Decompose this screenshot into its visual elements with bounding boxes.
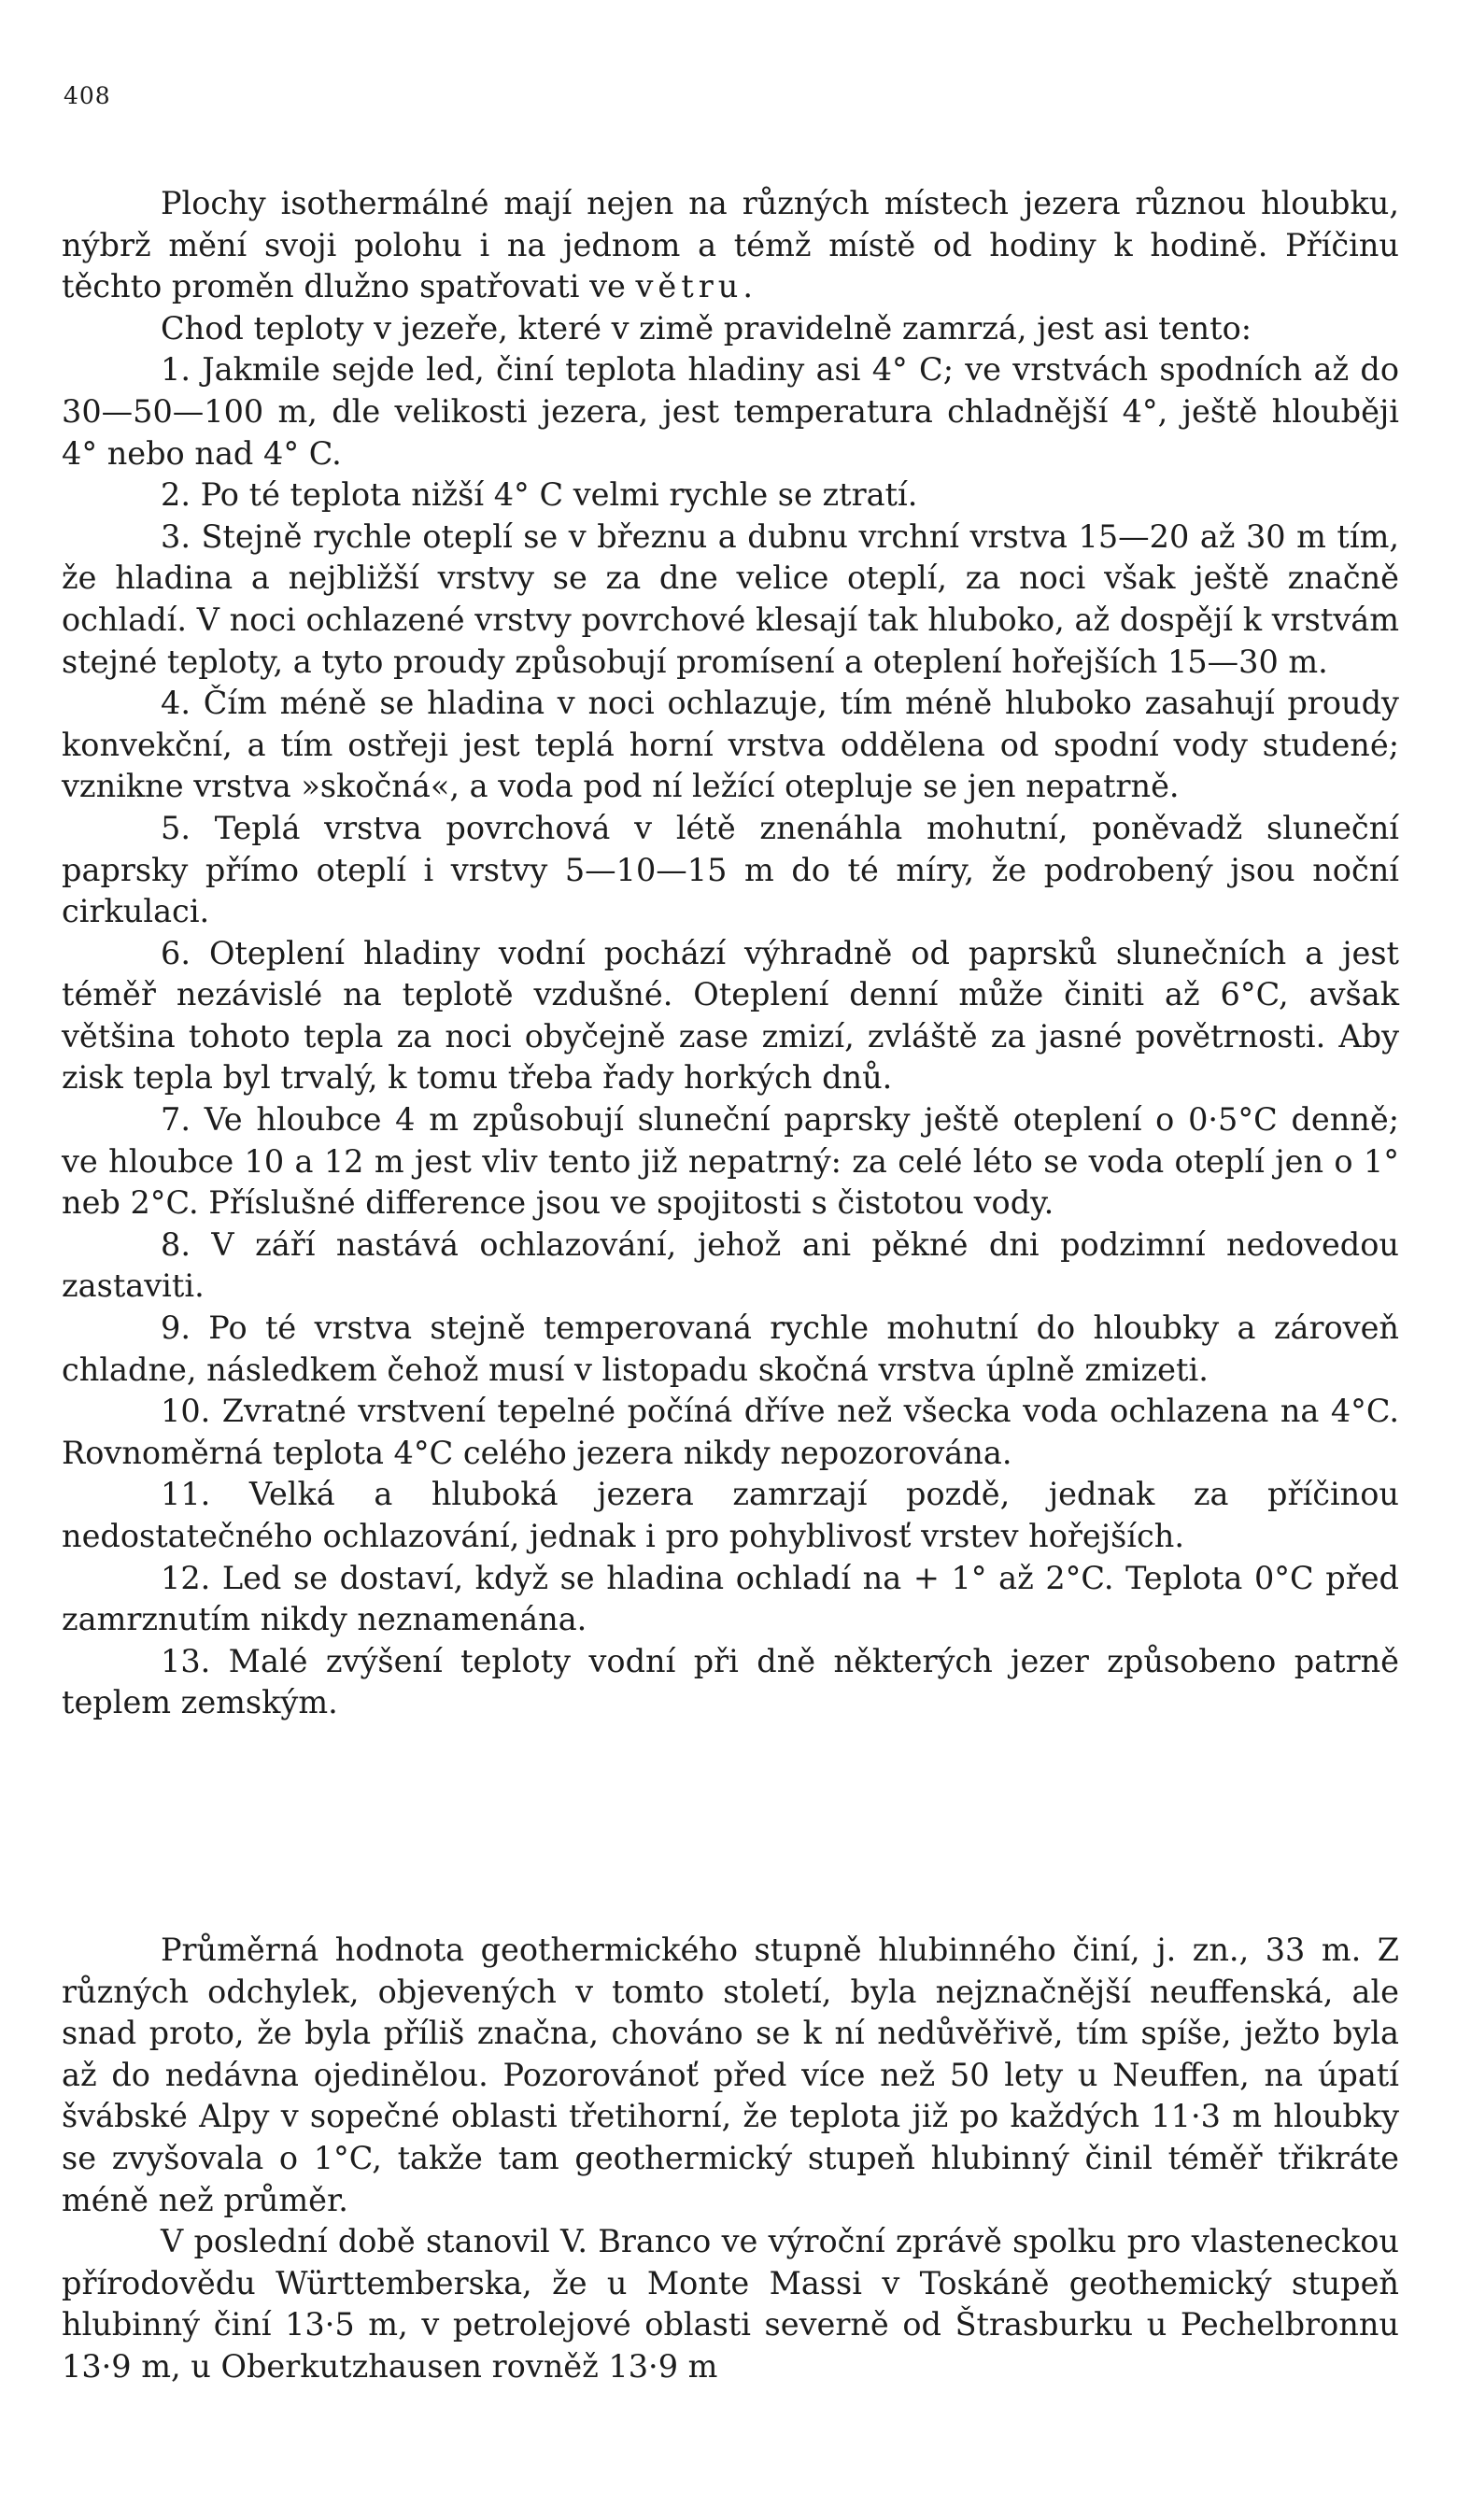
intro-emphasis: větru [635, 268, 743, 305]
section-lake-temperature [62, 183, 1399, 1724]
paragraph: V poslední době stanovil V. Branco ve výroční zprávě spolku pro vlasteneckou přírodovědu Württemberska, že u Monte Massi v Toskáně geothemický stupeň hlubinný činí 13·5 m, v petrolejové oblasti severně od Štrasburku u Pechelbronnu 13·9 m, u Oberkutzhausen rovněž 13·9 m [62, 2223, 1399, 2385]
list-item: 2. Po té teplota nižší 4° C velmi rychle se ztratí. [161, 476, 918, 514]
intro-paragraph [62, 183, 1399, 308]
paragraph: Průměrná hodnota geothermického stupně hlubinného činí, j. zn., 33 m. Z různých odchylek, objevených v tomto století, byla nejznačnější neuffenská, ale snad proto, že byla příliš značna, chováno se k ní nedůvěřivě, tím spíše, ježto byla až do nedávna ojedinělou. Pozorovánoť před více než 50 lety u Neuffen, na úpatí švábské Alpy v sopečné oblasti třetihorní, že teplota již po každých 11·3 m hloubky se zvyšovala o 1°C, takže tam geothermický stupeň hlubinný činil téměř třikráte méně než průměr. [62, 1932, 1399, 2218]
list-item: 1. Jakmile sejde led, činí teplota hladiny asi 4° C; ve vrstvách spodních až do 30—50—100 m, dle velikosti jezera, jest temperatura chladnější 4°, ještě hlouběji 4° nebo nad 4° C. [62, 351, 1399, 472]
list-item: 10. Zvratné vrstvení tepelné počíná dříve než všecka voda ochlazena na 4°C. Rovnoměrná teplota 4°C celého jezera nikdy nepozorována. [62, 1393, 1399, 1471]
list-item: 8. V září nastává ochlazování, jehož ani pěkné dni podzimní nedovedou zastaviti. [62, 1225, 1399, 1305]
list-item: 11. Velká a hluboká jezera zamrzají pozdě, jednak za příčinou nedostatečného ochlazování, jednak i pro pohyblivosť vrstev hořejších. [62, 1476, 1399, 1554]
section-geothermal [62, 1930, 1399, 2388]
list-item: 13. Malé zvýšení teploty vodní při dně některých jezer způsobeno patrně teplem zemským. [62, 1642, 1399, 1721]
lead-paragraph: Chod teploty v jezeře, které v zimě pravidelně zamrzá, jest asi tento: [161, 309, 1252, 347]
list-item: 4. Čím méně se hladina v noci ochlazuje, tím méně hluboko zasahují proudy konvekční, a tím ostřeji jest teplá horní vrstva oddělena od spodní vody studené; vznikne vrstva »skočná«, a voda pod ní ležící otepluje se jen nepatrně. [62, 685, 1399, 805]
list-item: 12. Led se dostaví, když se hladina ochladí na + 1° až 2°C. Teplota 0°C před zamrznutím nikdy neznamenána. [62, 1559, 1399, 1638]
list-item: 5. Teplá vrstva povrchová v létě znenáhla mohutní, poněvadž sluneční paprsky přímo oteplí i vrstvy 5—10—15 m do té míry, že podrobený jsou noční cirkulaci. [62, 809, 1399, 930]
page-number: 408 [64, 82, 111, 109]
intro-text: Plochy isothermálné mají nejen na různých místech jezera různou hloubku, nýbrž mění svoji polohu i na jednom a témž místě od hodiny k hodině. Příčinu těchto proměn dlužno spatřovati ve [62, 185, 1399, 305]
intro-end: . [743, 268, 753, 305]
list-item: 3. Stejně rychle oteplí se v březnu a dubnu vrchní vrstva 15—20 až 30 m tím, že hladina a nejbližší vrstvy se za dne velice oteplí, za noci však ještě značně ochladí. V noci ochlazené vrstvy povrchové klesají tak hluboko, až dospějí k vrstvám stejné teploty, a tyto proudy způsobují promísení a oteplení hořejších 15—30 m. [62, 517, 1399, 680]
list-item: 6. Oteplení hladiny vodní pochází výhradně od paprsků slunečních a jest téměř nezávislé na teplotě vzdušné. Oteplení denní může činiti až 6°C, avšak většina tohoto tepla za noci obyčejně zase zmizí, zvláště za jasné povětrnosti. Aby zisk tepla byl trvalý, k tomu třeba řady horkých dnů. [62, 934, 1399, 1097]
list-item: 9. Po té vrstva stejně temperovaná rychle mohutní do hloubky a zároveň chladne, následkem čehož musí v listopadu skočná vrstva úplně zmizeti. [62, 1310, 1399, 1388]
list-item: 7. Ve hloubce 4 m způsobují sluneční paprsky ještě oteplení o 0·5°C denně; ve hloubce 10 a 12 m jest vliv tento již nepatrný: za celé léto se voda oteplí jen o 1° neb 2°C. Příslušné difference jsou ve spojitosti s čistotou vody. [62, 1101, 1399, 1222]
